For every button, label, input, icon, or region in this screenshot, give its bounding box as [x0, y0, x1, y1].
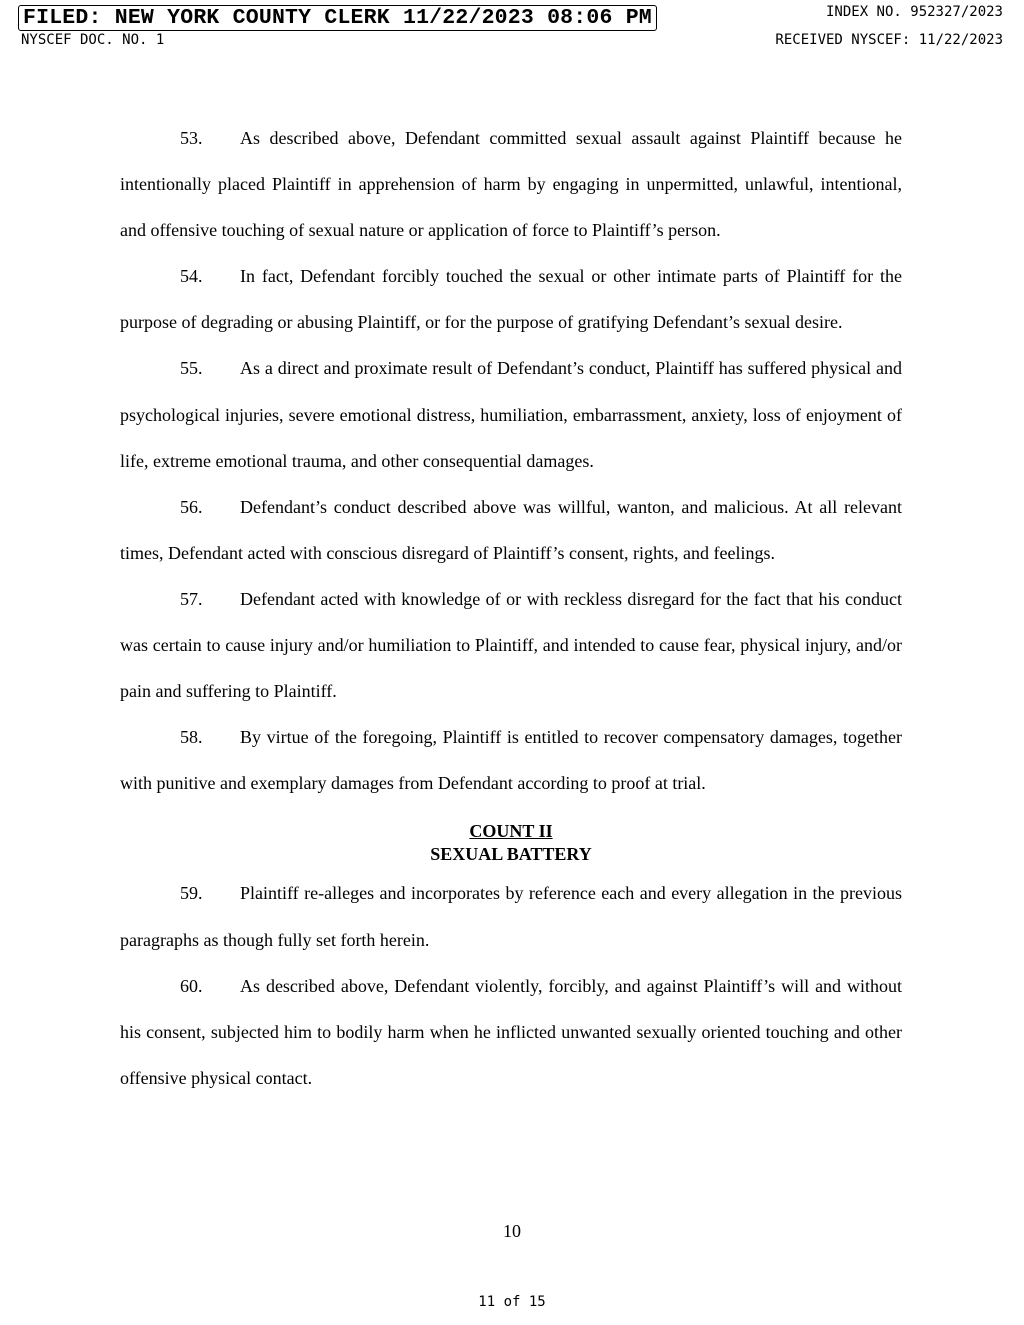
paragraph-text: As a direct and proximate result of Defendant’s conduct, Plaintiff has suffered physical and psychological injuries, severe emotional distress, humiliation, embarrassment, anxiety, loss of enjoyment of life, extreme emotional trauma, and other consequential damages.: [120, 358, 902, 471]
paragraph-text: Defendant’s conduct described above was willful, wanton, and malicious. At all relevant times, Defendant acted with conscious disregard of Plaintiff’s consent, rights, and feelings.: [120, 496, 902, 563]
paragraph-text: As described above, Defendant violently, forcibly, and against Plaintiff’s will and without his consent, subjected him to bodily harm when he inflicted unwanted sexually oriented touching and other offensive physical contact.: [120, 975, 902, 1088]
count-subtitle: SEXUAL BATTERY: [430, 844, 592, 865]
paragraph-56: [120, 484, 902, 576]
paragraphs-group-b: [120, 870, 902, 1100]
paragraph-text: Defendant acted with knowledge of or with reckless disregard for the fact that his conduct was certain to cause injury and/or humiliation to Plaintiff, and intended to cause fear, physical injury, and/or pain and suffering to Plaintiff.: [120, 588, 902, 702]
paragraph-number: 56.: [180, 496, 203, 517]
index-number: INDEX NO. 952327/2023: [825, 4, 1003, 20]
paragraph-54: [120, 253, 902, 345]
paragraphs-group-a: [120, 115, 902, 806]
paragraph-number: 53.: [180, 128, 203, 148]
paragraph-text: In fact, Defendant forcibly touched the sexual or other intimate parts of Plaintiff for the purpose of degrading or abusing Plaintiff, or for the purpose of gratifying Defendant’s sexual desire.: [120, 266, 902, 333]
paragraph-text: By virtue of the foregoing, Plaintiff is entitled to recover compensatory damages, together with punitive and exemplary damages from Defendant according to proof at trial.: [120, 727, 902, 794]
paragraph-55: [120, 345, 902, 483]
count-heading: [120, 820, 902, 866]
document-body: [120, 115, 902, 1101]
nyscef-doc-number: NYSCEF DOC. NO. 1: [21, 32, 165, 48]
paragraph-text: Plaintiff re-alleges and incorporates by reference each and every allegation in the previous paragraphs as though fully set forth herein.: [120, 883, 902, 950]
paragraph-57: [120, 576, 902, 714]
filed-stamp: FILED: NEW YORK COUNTY CLERK 11/22/2023 08:06 PM: [18, 5, 657, 31]
paragraph-59: [120, 870, 902, 962]
paragraph-58: [120, 714, 902, 806]
paragraph-number: 55.: [180, 358, 203, 379]
received-date: RECEIVED NYSCEF: 11/22/2023: [775, 32, 1003, 48]
paragraph-number: 59.: [180, 883, 203, 904]
page-of-total: 11 of 15: [478, 1294, 546, 1310]
paragraph-53: [120, 115, 902, 253]
paragraph-text: As described above, Defendant committed sexual assault against Plaintiff because he intentionally placed Plaintiff in apprehension of harm by engaging in unpermitted, unlawful, intentional, and offensive touching of sexual nature or application of force to Plaintiff’s person.: [120, 128, 902, 241]
count-title: COUNT II: [469, 821, 553, 842]
paragraph-number: 54.: [180, 266, 203, 287]
page-number: 10: [503, 1221, 521, 1241]
paragraph-number: 57.: [180, 588, 203, 609]
paragraph-number: 58.: [180, 727, 203, 748]
paragraph-number: 60.: [180, 975, 203, 996]
paragraph-60: [120, 963, 902, 1101]
